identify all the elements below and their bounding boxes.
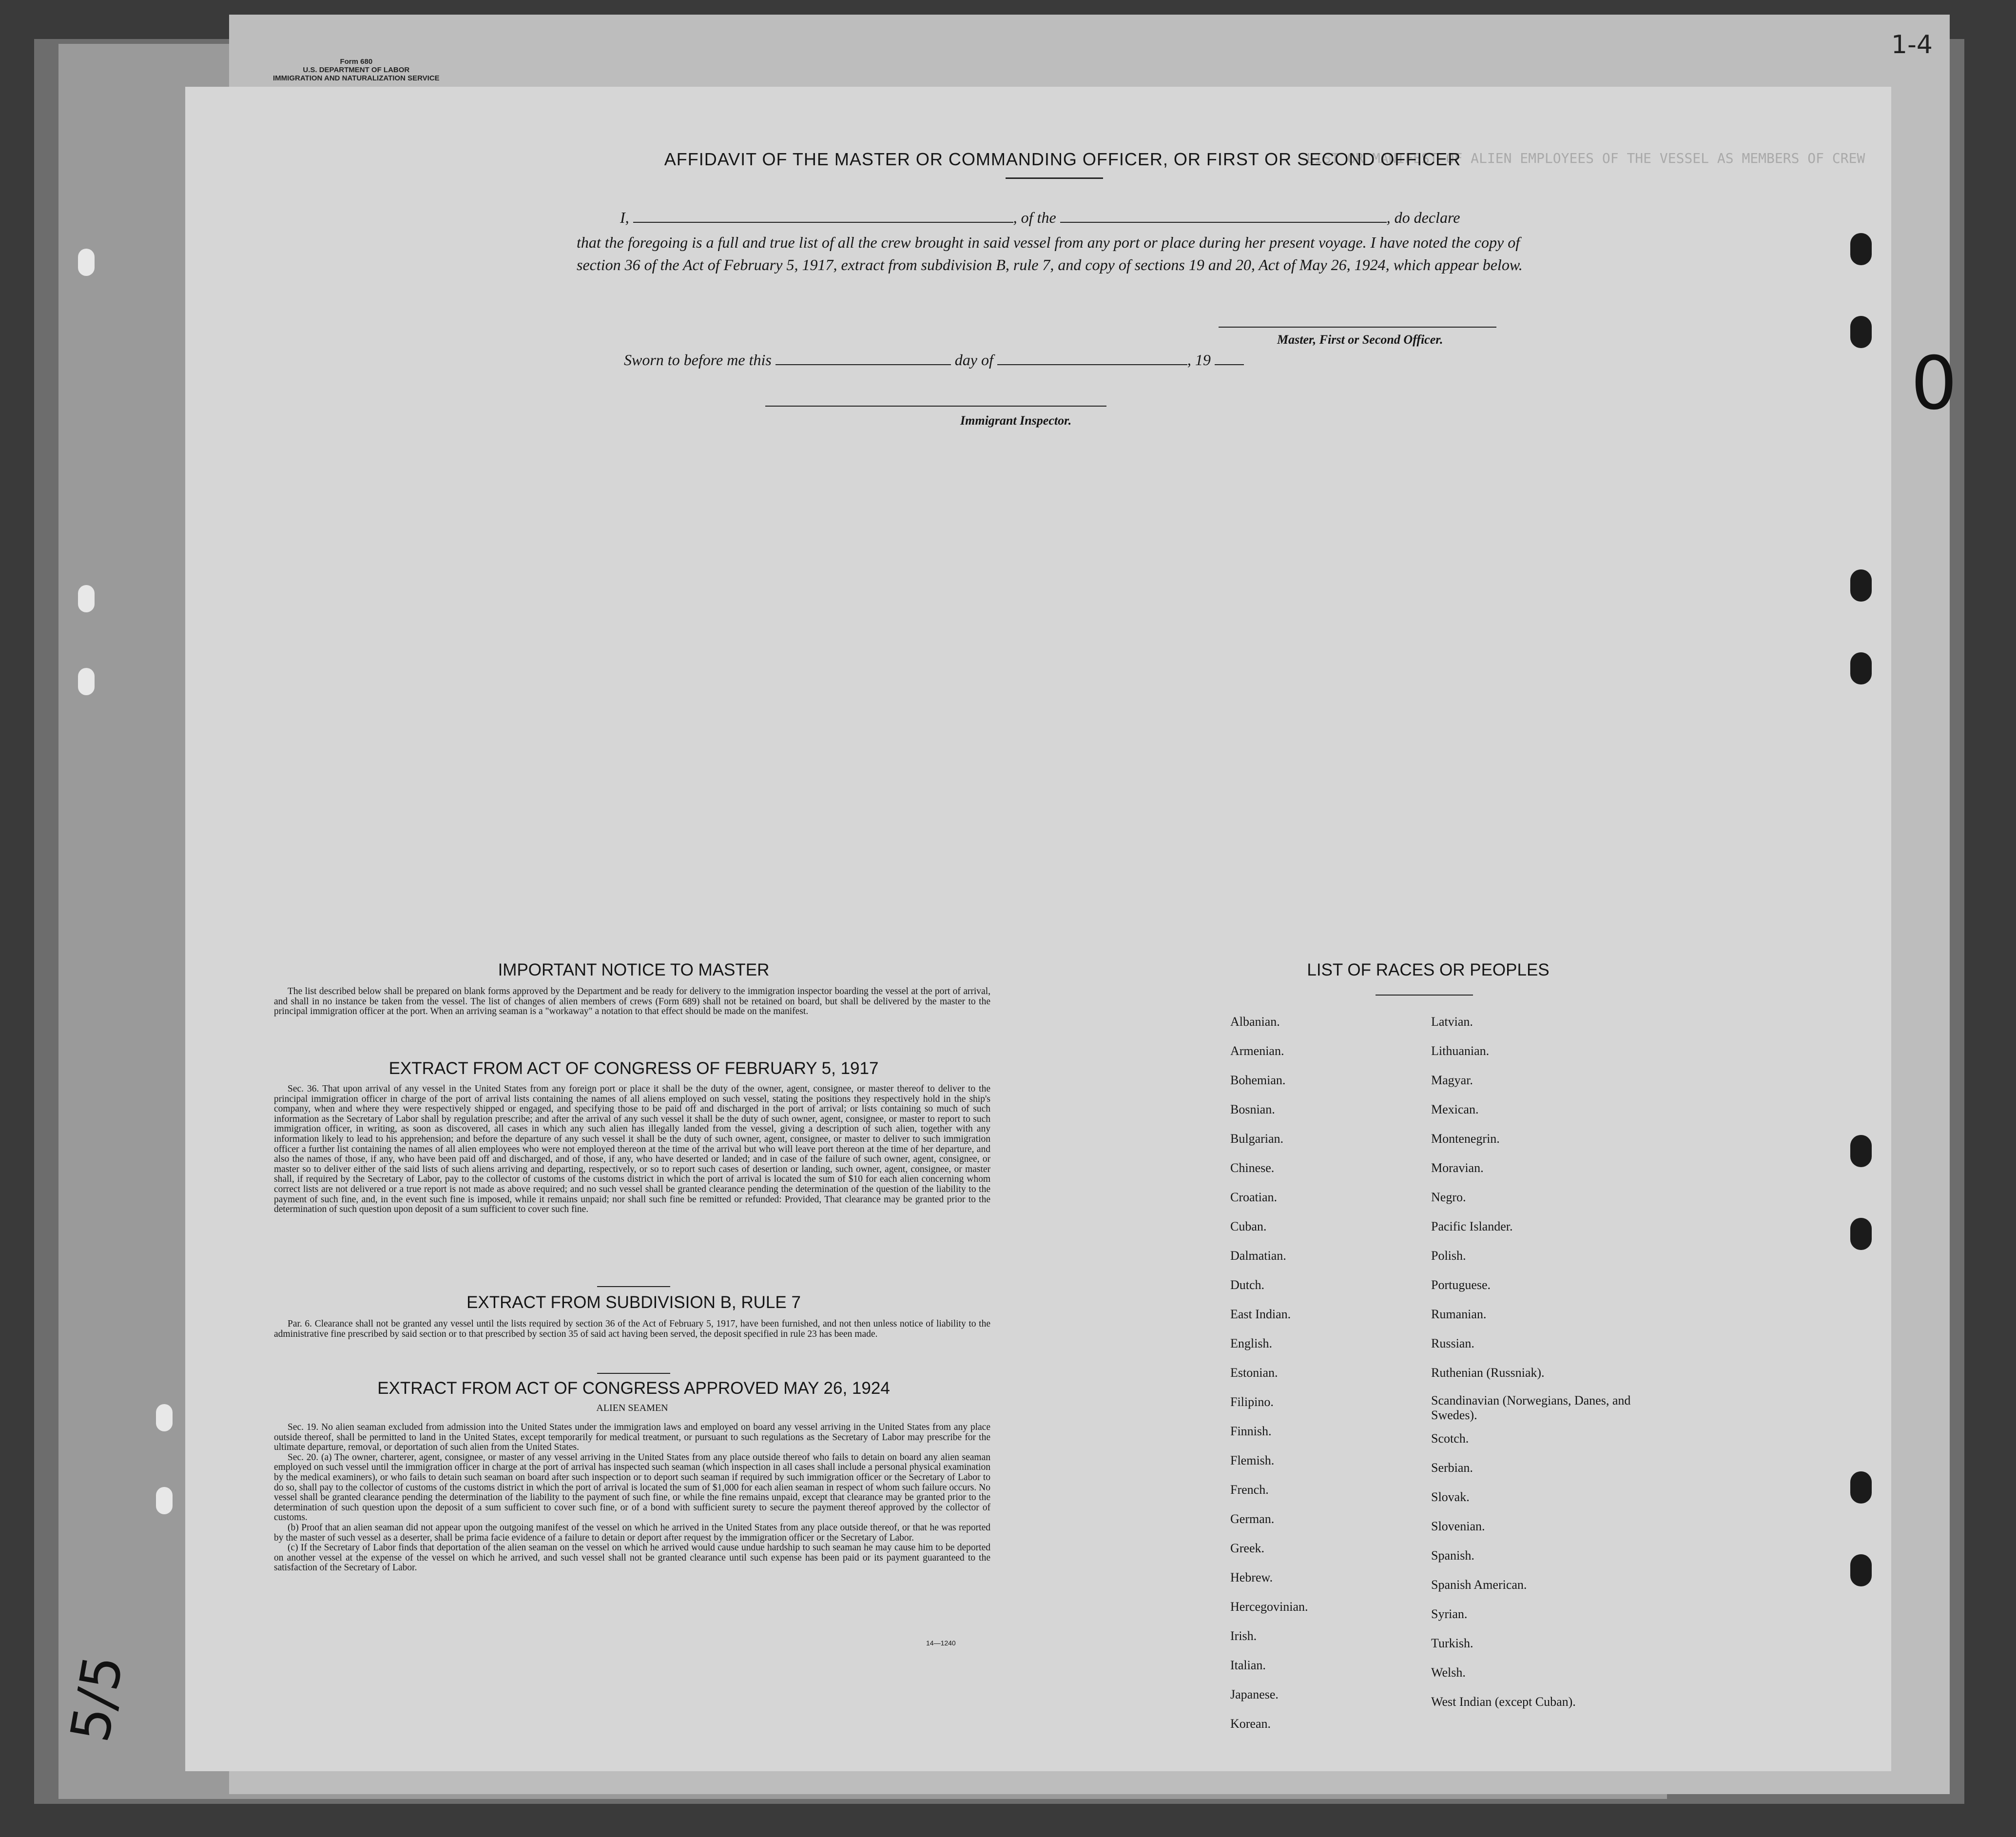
race-item: Filipino.: [1230, 1395, 1274, 1409]
sec-20a-paragraph: Sec. 20. (a) The owner, charterer, agent, consignee, or master of any vessel arriving in the United States from any place outside thereof who fails to detain on board any alien seaman employed on such vessel until the immigration officer in charge at the port of arrival has inspected such seaman (which inspection in all cases shall include a personal physical examination by the medical examiners), or who fails to detain such seaman on board after such inspection or to deport such seaman if required by such immigration officer or the Secretary of Labor to do so, shall pay to the collector of customs of the customs district in which the port of arrival is located the sum of $1,000 for each alien seaman in respect of whom such failure occurs. No vessel shall be granted clearance pending the determination of the liability to the payment of such fine, or while the fine remains unpaid, except that clearance may be granted prior to the determination of such question upon the deposit of a sum sufficient to cover such fine, or of a bond with sufficient surety to secure the payment thereof approved by the collector of customs.: [274, 1452, 990, 1523]
alien-seamen-subtitle: ALIEN SEAMEN: [596, 1403, 668, 1413]
signature-line: [1219, 327, 1496, 328]
punch-hole: [1850, 652, 1872, 684]
race-item: West Indian (except Cuban).: [1431, 1695, 1576, 1709]
race-item: Korean.: [1230, 1717, 1271, 1731]
inspector-label: Immigrant Inspector.: [960, 413, 1072, 428]
notice-text: [274, 987, 990, 1017]
race-item: Albanian.: [1230, 1015, 1280, 1029]
sworn-date-blank: [775, 364, 951, 365]
race-item: English.: [1230, 1336, 1272, 1350]
form-number-label: Form 680: [340, 58, 373, 66]
race-item: Spanish.: [1431, 1548, 1474, 1563]
sworn-year-text: , 19: [1187, 351, 1211, 369]
race-item: Dalmatian.: [1230, 1249, 1286, 1263]
department-label: U.S. DEPARTMENT OF LABOR: [303, 66, 410, 74]
sworn-text: Sworn to before me this: [624, 351, 772, 369]
punch-hole: [78, 585, 95, 612]
race-item: Italian.: [1230, 1658, 1266, 1672]
race-item: Serbian.: [1431, 1461, 1473, 1475]
punch-hole: [78, 668, 95, 695]
extract-1924-title: EXTRACT FROM ACT OF CONGRESS APPROVED MAY 26, 1924: [377, 1379, 890, 1398]
affidavit-body: that the foregoing is a full and true list of all the crew brought in said vessel from any port or place during her present voyage. I have noted the copy of section 36 of the Act of February 5, 1917, extract from subdivision B, rule 7, and copy of sections 19 and 20, Act of May 26, 1924, which appear below.: [577, 234, 1523, 274]
sworn-month-blank: [997, 364, 1187, 365]
race-item: East Indian.: [1230, 1307, 1291, 1321]
race-item: Japanese.: [1230, 1687, 1279, 1701]
punch-hole: [1850, 569, 1872, 602]
vessel-blank: [1060, 222, 1387, 223]
race-item: Rumanian.: [1431, 1307, 1487, 1321]
race-item: Moravian.: [1431, 1161, 1484, 1175]
section-rule: [597, 1373, 670, 1374]
extract-1917-text: [274, 1084, 990, 1215]
punch-hole: [1850, 233, 1872, 265]
sec-20c-paragraph: (c) If the Secretary of Labor finds that deportation of the alien seaman on the vessel on which he arrived would cause undue hardship to such seaman he may cause him to be deported on another vessel at the expense of the vessel on which he arrived, and such vessel shall not be granted clearance until such expense has been paid or its payment guaranteed to the satisfaction of the Secretary of Labor.: [274, 1543, 990, 1573]
sworn-day-text: day of: [954, 351, 993, 369]
punch-hole: [78, 249, 95, 276]
extract-rule7-paragraph: Par. 6. Clearance shall not be granted any vessel until the lists required by section 36 of the Act of February 5, 1917, have been furnished, and not then unless notice of liability to the administrative fine prescribed by said section or to that prescribed by section 35 of said act having been served, the deposit specified in rule 23 has been made.: [274, 1319, 990, 1339]
race-item: Estonian.: [1230, 1366, 1278, 1380]
title-rule: [1006, 177, 1103, 179]
race-item: Bohemian.: [1230, 1073, 1286, 1087]
punch-hole: [1850, 1135, 1872, 1167]
extract-rule7-title: EXTRACT FROM SUBDIVISION B, RULE 7: [466, 1293, 801, 1312]
race-item: Bosnian.: [1230, 1102, 1275, 1116]
race-item: Mexican.: [1431, 1102, 1479, 1116]
race-item: Polish.: [1431, 1249, 1466, 1263]
race-item: Finnish.: [1230, 1424, 1272, 1438]
race-item: Hercegovinian.: [1230, 1600, 1308, 1614]
race-item: Welsh.: [1431, 1665, 1466, 1680]
races-rule: [1376, 995, 1473, 996]
punch-hole: [1850, 1218, 1872, 1250]
affidavit-declaration-line: [620, 209, 1527, 227]
race-item: German.: [1230, 1512, 1275, 1526]
race-item: Lithuanian.: [1431, 1044, 1490, 1058]
sworn-year-blank: [1215, 364, 1244, 365]
extract-1917-title: EXTRACT FROM ACT OF CONGRESS OF FEBRUARY 5, 1917: [388, 1059, 879, 1078]
notice-title: IMPORTANT NOTICE TO MASTER: [498, 960, 770, 979]
race-item: Scandinavian (Norwegians, Danes, and Swedes).: [1431, 1393, 1631, 1422]
affidavit-title: AFFIDAVIT OF THE MASTER OR COMMANDING OFFICER, OR FIRST OR SECOND OFFICER: [664, 149, 1461, 169]
races-left-column: [1230, 1007, 1415, 1739]
extract-1917-paragraph: Sec. 36. That upon arrival of any vessel in the United States from any foreign port or place it shall be the duty of the owner, agent, consignee, or master thereof to deliver to the principal immigration officer in charge of the port of arrival lists containing the names of all aliens employed on such vessel, stating the positions they respectively hold in the ship's company, when and where they were respectively shipped or engaged, and specifying those to be paid off and discharged in the port of arrival; or lists containing so much of such information as the Secretary of Labor shall by regulation prescribe; and after the arrival of any such vessel it shall be the duty of such owner, agent, consignee, or master to report to such immigration officer, in writing, as soon as discovered, all cases in which any such alien has illegally landed from the vessel, giving a description of such alien, together with any information likely to lead to his apprehension; and before the departure of any such vessel it shall be the duty of such owner, agent, consignee, or master to deliver to such immigration officer a further list containing the names of all alien employees who were not employed thereon at the time of the arrival but who will leave port thereon at the time of her departure, and also the names of those, if any, who have been paid off and discharged, and of those, if any, who have deserted or landed; and in case of the failure of such owner, agent, consignee, or master so to deliver either of the said lists of such aliens arriving and departing, respectively, or so to report such cases of desertion or landing, such owner, agent, consignee, or master shall, if required by the Secretary of Labor, pay to the collector of customs of the customs district in which the port of arrival is located the sum of $10 for each alien concerning whom correct lists are not delivered or a true report is not made as above required; and no such vessel shall be granted clearance pending the determination of the question of the liability to the payment of such fine, and, in the event such fine is imposed, while it remains unpaid; nor shall such fine be remitted or refunded: Provided, That clearance may be granted prior to the determination of such question upon deposit of a sum sufficient to cover such fine.: [274, 1084, 990, 1215]
race-item: Croatian.: [1230, 1190, 1278, 1204]
race-item: Turkish.: [1431, 1636, 1473, 1650]
sec-20b-paragraph: (b) Proof that an alien seaman did not appear upon the outgoing manifest of the vessel on which he arrived in the United States from any place outside thereof, or that he was reported by the master of such vessel as a deserter, shall be prima facie evidence of a failure to detain or deport after request by the immigration officer or the Secretary of Labor.: [274, 1522, 990, 1543]
race-item: Hebrew.: [1230, 1570, 1273, 1584]
margin-mark-bottom-left: 5/5: [58, 1650, 135, 1747]
race-item: Flemish.: [1230, 1453, 1275, 1467]
sec-19-paragraph: Sec. 19. No alien seaman excluded from admission into the United States under the immigration laws and employed on board any vessel arriving in the United States from any place outside thereof, shall be permitted to land in the United States, except temporarily for medical treatment, or pursuant to such regulations as the Secretary of Labor may prescribe for the ultimate departure, removal, or deportation of such alien from the United States.: [274, 1422, 990, 1453]
race-item: Dutch.: [1230, 1278, 1265, 1292]
race-item: Slovak.: [1431, 1490, 1470, 1504]
punch-hole: [1850, 316, 1872, 348]
notice-paragraph: The list described below shall be prepared on blank forms approved by the Department and be ready for delivery to the immigration inspector boarding the vessel at the port of arrival, and shall in no instance be taken from the vessel. The list of changes of alien members of crews (Form 689) shall not be retained on board, but shall be delivered by the master to the principal immigration officer at the port. When an arriving seaman is a "workaway" a notation to that effect should be made on the manifest.: [274, 986, 990, 1017]
corner-number: 1-4: [1891, 30, 1933, 59]
race-item: Ruthenian (Russniak).: [1431, 1366, 1545, 1380]
signature-label: Master, First or Second Officer.: [1277, 332, 1443, 347]
section-rule: [597, 1286, 670, 1287]
race-item: Slovenian.: [1431, 1519, 1485, 1533]
race-item: Chinese.: [1230, 1161, 1275, 1175]
extract-1924-text: [274, 1423, 990, 1573]
declaration-do-declare: , do declare: [1386, 209, 1460, 226]
race-item: Negro.: [1431, 1190, 1466, 1204]
race-item: Scotch.: [1431, 1431, 1469, 1446]
race-item: Cuban.: [1230, 1219, 1267, 1233]
race-item: Latvian.: [1431, 1015, 1473, 1029]
race-item: Pacific Islander.: [1431, 1219, 1513, 1233]
bleed-through-text: LIST OR MANIFEST OF ALIEN EMPLOYEES OF THE VESSEL AS MEMBERS OF CREW: [1306, 150, 1865, 166]
name-blank: [633, 222, 1013, 223]
declaration-of-the: , of the: [1013, 209, 1056, 226]
race-item: Syrian.: [1431, 1607, 1468, 1621]
race-item: Russian.: [1431, 1336, 1474, 1350]
race-item: Bulgarian.: [1230, 1132, 1284, 1146]
declaration-i: I,: [620, 209, 629, 226]
sworn-line: [624, 351, 1306, 369]
race-item: Montenegrin.: [1431, 1132, 1500, 1146]
race-item: Irish.: [1230, 1629, 1257, 1643]
race-item: Greek.: [1230, 1541, 1265, 1555]
margin-mark-right: 0: [1911, 341, 1958, 426]
race-item: Portuguese.: [1431, 1278, 1491, 1292]
race-item: Magyar.: [1431, 1073, 1473, 1087]
punch-hole: [1850, 1554, 1872, 1586]
inspector-line: [765, 406, 1106, 407]
form-label: [273, 58, 440, 82]
punch-hole: [156, 1404, 173, 1431]
race-item: French.: [1230, 1483, 1269, 1497]
race-item: Armenian.: [1230, 1044, 1284, 1058]
printer-form-number: 14—1240: [926, 1639, 956, 1647]
punch-hole: [156, 1487, 173, 1514]
races-right-column: [1431, 1007, 1636, 1717]
punch-hole: [1850, 1471, 1872, 1504]
extract-rule7-text: [274, 1319, 990, 1339]
race-item: Spanish American.: [1431, 1578, 1527, 1592]
races-title: LIST OF RACES OR PEOPLES: [1307, 960, 1550, 979]
service-label: IMMIGRATION AND NATURALIZATION SERVICE: [273, 74, 440, 82]
